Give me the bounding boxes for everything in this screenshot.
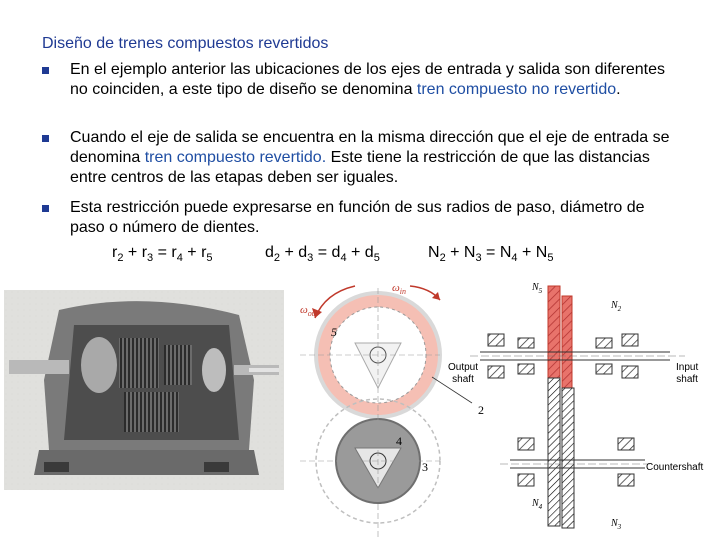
bullet-text-3 <box>70 198 682 238</box>
omega-in-label: $\omega_{in}$ <box>392 282 407 297</box>
omega-out-label: $\omega_{out}$ <box>300 304 319 319</box>
gear-4-label: 4 <box>396 434 402 448</box>
bullet-1-text: En el ejemplo anterior las ubicaciones de los ejes de entrada y salida son diferentes no coinciden, a este tipo de diseño se denomina <box>70 61 666 98</box>
bullet-2-post: Este tiene la restricción de que las distancias entre centros de las etapas deben ser iguales. <box>70 149 650 186</box>
bullet-2-text: Cuando el eje de salida se encuentra en la misma dirección que el eje de entrada se denomina <box>70 129 670 166</box>
gearbox-photo <box>4 290 284 490</box>
n3-label: $N_3$ <box>611 518 622 531</box>
bullet-text-1 <box>70 60 682 100</box>
output-shaft-label: Output shaft <box>448 362 479 385</box>
input-shaft-label: Input shaft <box>676 362 699 385</box>
n5-label: $N_5$ <box>532 282 543 295</box>
gear-train-diagram <box>300 278 720 538</box>
equation-teeth: $N_2 + N_3 = N_4 + N_5$ <box>428 244 554 265</box>
n2-label: $N_2$ <box>611 300 622 313</box>
bullet-square-icon <box>42 205 49 212</box>
bullet-2-highlight: tren compuesto revertido. <box>144 149 327 166</box>
gear-2-label: 2 <box>478 403 484 417</box>
gear-n4-section <box>548 378 560 526</box>
bullet-square-icon <box>42 135 49 142</box>
bullet-1-post: . <box>616 81 621 98</box>
gear-5-label: 5 <box>331 325 337 339</box>
equation-radius: $r_2 + r_3 = r_4 + r_5$ <box>112 244 213 265</box>
bullet-item-2 <box>42 128 682 188</box>
gear-n3-section <box>562 388 574 528</box>
slide-title: Diseño de trenes compuestos revertidos <box>42 35 329 52</box>
bullet-1-highlight: tren compuesto no revertido <box>416 81 617 98</box>
equation-diameter: $d_2 + d_3 = d_4 + d_5$ <box>265 244 380 265</box>
bullet-item-3 <box>42 198 682 238</box>
bullet-3-text: Esta restricción puede expresarse en función de sus radios de paso, diámetro de paso o número de dientes. <box>70 199 645 236</box>
countershaft-label: Countershaft <box>646 462 704 473</box>
n4-label: $N_4$ <box>532 498 543 511</box>
bullet-text-2 <box>70 128 682 188</box>
bullet-square-icon <box>42 67 49 74</box>
gear-3-label: 3 <box>422 460 428 474</box>
bullet-item-1 <box>42 60 682 100</box>
